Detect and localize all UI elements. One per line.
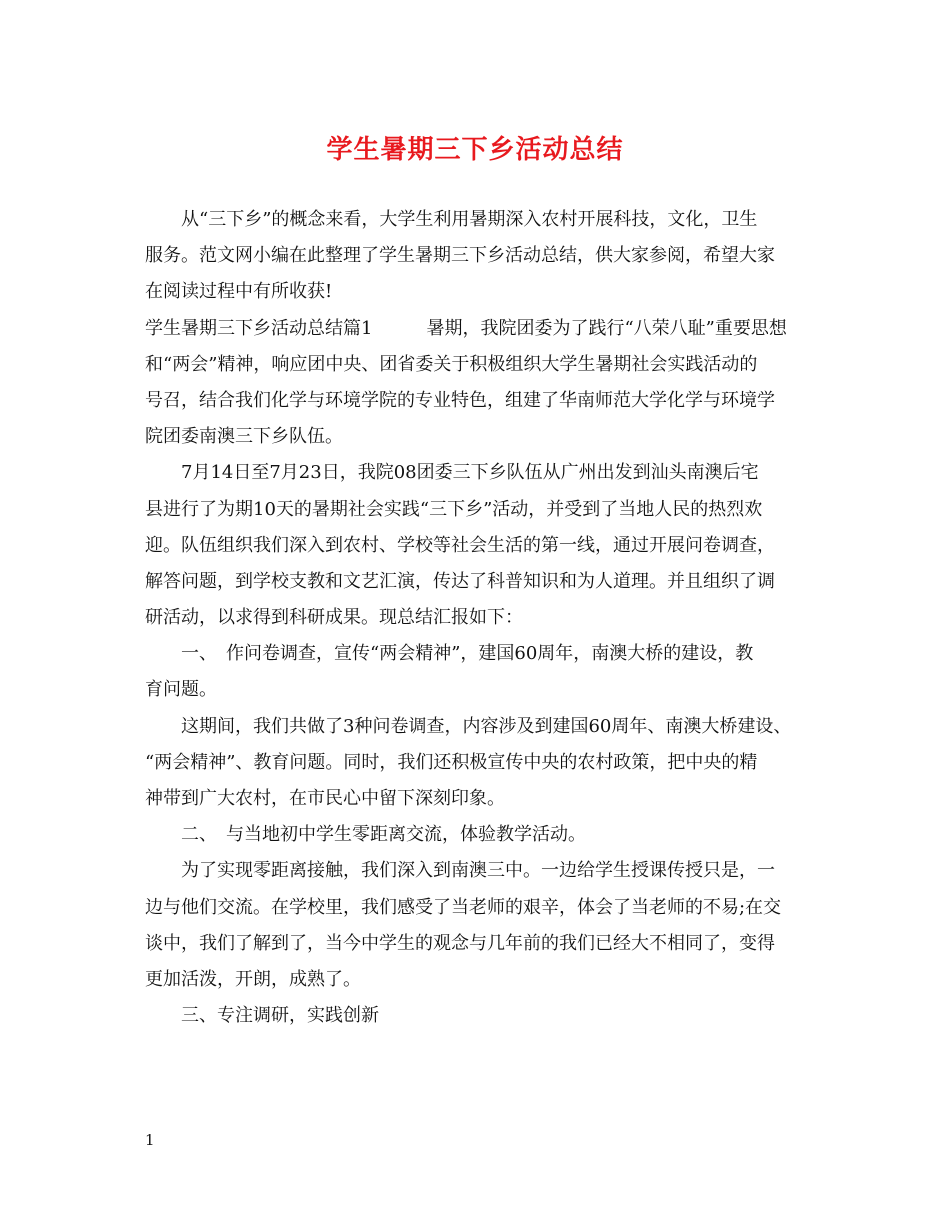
text-line: 三、专注调研，实践创新: [181, 1005, 379, 1027]
text-line: 一、 作问卷调查，宣传“两会精神”，建国60周年，南澳大桥的建设，教: [181, 643, 754, 665]
text-line: 学生暑期三下乡活动总结篇1 暑期，我院团委为了践行“八荣八耻”重要思想: [145, 317, 787, 339]
text-line: 从“三下乡”的概念来看，大学生利用暑期深入农村开展科技，文化，卫生: [181, 209, 758, 230]
text-line: 号召，结合我们化学与环境学院的专业特色，组建了华南师范大学化学与环境学: [145, 389, 775, 411]
text-line: 服务。范文网小编在此整理了学生暑期三下乡活动总结，供大家参阅，希望大家: [145, 245, 775, 267]
text-line: 神带到广大农村，在市民心中留下深刻印象。: [145, 788, 505, 809]
text-line: 二、 与当地初中学生零距离交流，体验教学活动。: [181, 824, 586, 846]
text-line: 和“两会”精神，响应团中央、团省委关于积极组织大学生暑期社会实践活动的: [145, 353, 758, 375]
text-line: 谈中，我们了解到了，当今中学生的观念与几年前的我们已经大不相同了，变得: [145, 932, 775, 954]
text-line: 更加活泼，开朗，成熟了。: [145, 968, 361, 990]
text-line: 这期间，我们共做了3种问卷调查，内容涉及到建国60周年、南澳大桥建设、: [181, 715, 792, 737]
text-line: 边与他们交流。在学校里，我们感受了当老师的艰辛，体会了当老师的不易;在交: [145, 896, 782, 918]
text-line: 院团委南澳三下乡队伍。: [145, 426, 343, 448]
text-line: 迎。队伍组织我们深入到农村、学校等社会生活的第一线，通过开展问卷调查，: [145, 534, 775, 556]
text-line: “两会精神”、教育问题。同时，我们还积极宣传中央的农村政策，把中央的精: [145, 751, 758, 773]
text-line: 为了实现零距离接触，我们深入到南澳三中。一边给学生授课传授只是，一: [181, 860, 775, 882]
text-line: 研活动，以求得到科研成果。现总结汇报如下：: [145, 607, 523, 629]
text-line: 在阅读过程中有所收获!: [145, 281, 333, 303]
page-number: 1: [145, 1131, 155, 1149]
text-line: 育问题。: [145, 679, 217, 701]
text-line: 7月14日至7月23日，我院08团委三下乡队伍从广州出发到汕头南澳后宅: [181, 462, 759, 484]
text-line: 解答问题，到学校支教和文艺汇演，传达了科普知识和为人道理。并且组织了调: [145, 570, 775, 592]
text-line: 县进行了为期10天的暑期社会实践“三下乡”活动，并受到了当地人民的热烈欢: [145, 498, 763, 520]
document-title: 学生暑期三下乡活动总结: [326, 135, 624, 165]
document-body: [145, 202, 810, 1034]
